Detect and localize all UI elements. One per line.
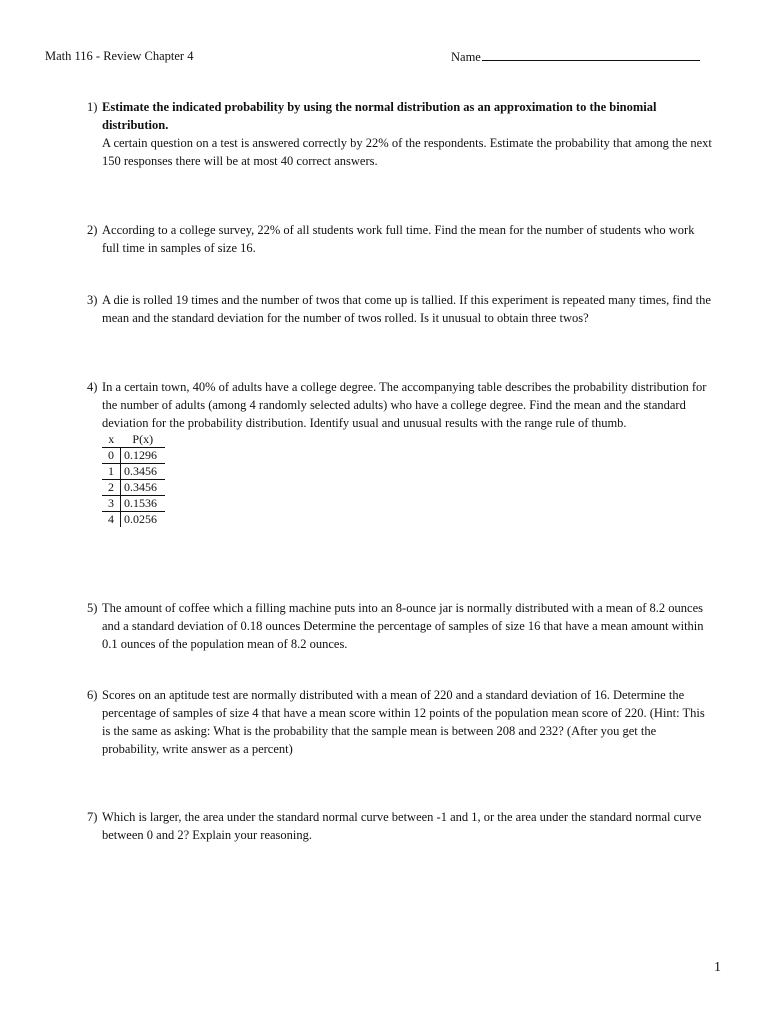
table-header-x: x xyxy=(108,432,115,446)
table-cell-x: 2 xyxy=(102,480,121,496)
question-2 xyxy=(87,221,712,257)
question-text: Which is larger, the area under the standard normal curve between -1 and 1, or the area under the standard normal curve between 0 and 2? Explain your reasoning. xyxy=(102,810,702,842)
question-7 xyxy=(87,808,712,844)
name-blank-line xyxy=(482,47,700,61)
question-4 xyxy=(87,378,712,527)
question-number: 4) xyxy=(87,380,98,394)
question-5 xyxy=(87,599,712,653)
table-cell-x: 1 xyxy=(102,464,121,480)
question-3 xyxy=(87,291,712,327)
question-number: 5) xyxy=(87,601,98,615)
question-6 xyxy=(87,686,712,758)
table-cell-px: 0.0256 xyxy=(121,512,166,528)
question-number: 7) xyxy=(87,810,98,824)
question-text: Scores on an aptitude test are normally distributed with a mean of 220 and a standard deviation of 16. Determine the percentage of samples of size 4 that have a mean score within 12 points of the population mean score of 220. (Hint: This is the same as asking: What is the probability that the sample mean is between 208 and 232? (After you get the probability, write answer as a percent) xyxy=(102,688,705,756)
table-header-px: P(x) xyxy=(132,432,154,446)
table-row xyxy=(102,480,165,496)
course-title: Math 116 - Review Chapter 4 xyxy=(45,49,194,63)
table-row xyxy=(102,448,165,464)
question-number: 3) xyxy=(87,293,98,307)
question-text: According to a college survey, 22% of all students work full time. Find the mean for the number of students who work full time in samples of size 16. xyxy=(102,223,695,255)
question-number: 6) xyxy=(87,688,98,702)
page-number: 1 xyxy=(714,960,721,975)
question-number: 1) xyxy=(87,100,98,114)
table-cell-px: 0.3456 xyxy=(121,480,166,496)
name-field xyxy=(451,47,700,66)
table-cell-px: 0.3456 xyxy=(121,464,166,480)
probability-table xyxy=(102,432,165,527)
question-text: A die is rolled 19 times and the number of twos that come up is tallied. If this experiment is repeated many times, find the mean and the standard deviation for the number of twos rolled. Is it unusual to obtain three twos? xyxy=(102,293,711,325)
table-row xyxy=(102,464,165,480)
table-cell-x: 3 xyxy=(102,496,121,512)
table-row xyxy=(102,512,165,528)
question-text: The amount of coffee which a filling machine puts into an 8-ounce jar is normally distributed with a mean of 8.2 ounces and a standard deviation of 0.18 ounces Determine the percentage of samples of size 16 that have a mean amount within 0.1 ounces of the population mean of 8.2 ounces. xyxy=(102,601,704,651)
question-text: In a certain town, 40% of adults have a college degree. The accompanying table describes the probability distribution for the number of adults (among 4 randomly selected adults) who have a college degree. Find the mean and the standard deviation for the probability distribution. Identify usual and unusual results with the range rule of thumb. xyxy=(102,380,707,430)
table-row xyxy=(102,496,165,512)
question-number: 2) xyxy=(87,223,98,237)
question-text: A certain question on a test is answered correctly by 22% of the respondents. Estimate the probability that among the next 150 responses there will be at most 40 correct answers. xyxy=(102,136,712,168)
question-1 xyxy=(87,98,712,170)
table-cell-x: 4 xyxy=(102,512,121,528)
table-cell-px: 0.1536 xyxy=(121,496,166,512)
table-cell-x: 0 xyxy=(102,448,121,464)
table-cell-px: 0.1296 xyxy=(121,448,166,464)
question-instruction: Estimate the indicated probability by using the normal distribution as an approximation to the binomial distribution. xyxy=(102,100,657,132)
name-label: Name xyxy=(451,50,481,64)
